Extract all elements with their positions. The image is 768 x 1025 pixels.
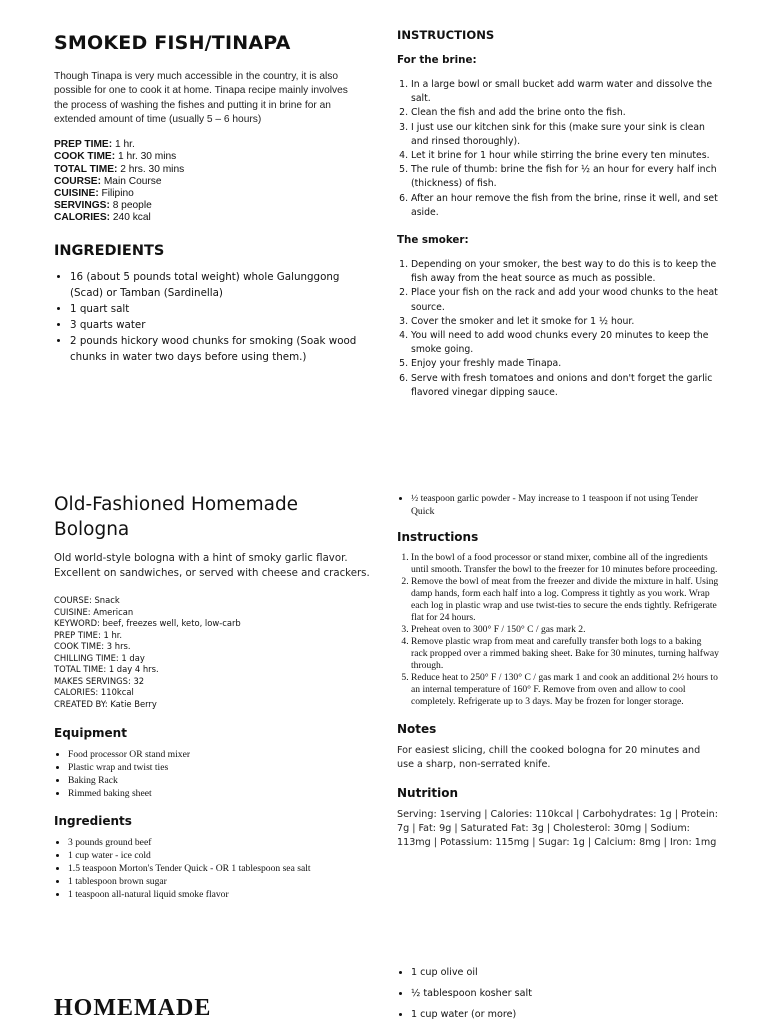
tinapa-meta: [54, 139, 364, 224]
list-item: • 16 (about 5 pounds total weight) whole Galunggong (Scad) or Tamban (Sardinella): [70, 269, 364, 301]
meta-row: MAKES SERVINGS: 32: [54, 675, 145, 686]
meta-row: [54, 151, 364, 163]
meta-row: TOTAL TIME: 1 day 4 hrs.: [54, 664, 159, 674]
meta-row: [54, 212, 364, 224]
list-item: 1. In the bowl of a food processor or stand mixer, combine all of the ingredients until smooth. Transfer the bowl to the freezer for 10 minutes before proceeding.: [411, 552, 719, 576]
meta-row: CREATED BY: Katie Berry: [54, 698, 157, 709]
bologna-ingredients-heading: Ingredients: [54, 814, 132, 828]
list-item: 5. Enjoy your freshly made Tinapa.: [411, 357, 719, 371]
meta-label: COURSE:: [54, 175, 101, 187]
list-item: • 1 cup olive oil: [411, 962, 719, 983]
meta-value: 2 hrs. 30 mins: [117, 163, 185, 175]
list-item: 4. Let it brine for 1 hour while stirring the brine every ten minutes.: [411, 149, 719, 163]
list-item: 5. The rule of thumb: brine the fish for ½ an hour for every half inch (thickness) of fish.: [411, 163, 719, 191]
list-item: 3. Preheat oven to 300° F / 150° C / gas mark 2.: [411, 624, 719, 636]
meta-value: 8 people: [109, 200, 152, 212]
list-item: • 1 cup water (or more): [411, 1004, 719, 1025]
list-item: 2. Place your fish on the rack and add your wood chunks to the heat source.: [411, 286, 719, 314]
homemade-ingredients-list: [397, 962, 719, 1025]
equipment-heading: Equipment: [54, 726, 127, 740]
list-item: 3. Cover the smoker and let it smoke for 1 ½ hour.: [411, 315, 719, 329]
tinapa-intro: Though Tinapa is very much accessible in the country, it is also possible for one to cook it at home. Tinapa recipe mainly involves the process of washing the fishes and putting it in brine for an extended amount of time (usually 5 – 6 hours): [54, 71, 348, 125]
meta-row: COURSE: Snack: [54, 595, 120, 605]
meta-value: Filipino: [98, 188, 134, 199]
homemade-ingredients: [397, 962, 719, 1025]
list-item: • 2 pounds hickory wood chunks for smoking (Soak wood chunks in water two days before using them.): [70, 333, 364, 365]
list-item: 1. Depending on your smoker, the best way to do this is to keep the fish away from the heat source as much as possible.: [411, 258, 719, 286]
meta-row: [54, 139, 364, 151]
bologna-instructions: [397, 492, 719, 864]
list-item: • 1.5 teaspoon Morton's Tender Quick - OR 1 tablespoon sea salt: [68, 862, 370, 875]
brine-steps: [397, 78, 719, 220]
meta-label: PREP TIME:: [54, 139, 113, 151]
list-item: • 1 teaspoon all-natural liquid smoke flavor: [68, 888, 370, 901]
meta-row: [54, 176, 364, 188]
list-item: 6. Serve with fresh tomatoes and onions and don't forget the garlic flavored vinegar dipping sauce.: [411, 372, 719, 400]
notes-heading: Notes: [397, 722, 437, 736]
meta-label: CUISINE:: [54, 188, 99, 199]
list-item: • 1 cup water - ice cold: [68, 849, 370, 862]
smoker-steps: [397, 258, 719, 400]
homemade-title: HOMEMADE: [54, 995, 212, 1021]
bologna-overview: [54, 492, 370, 915]
meta-value: 1 hr. 30 mins: [115, 151, 177, 163]
nutrition-heading: Nutrition: [397, 786, 458, 800]
tinapa-instructions-heading: INSTRUCTIONS: [397, 28, 495, 42]
meta-row: CHILLING TIME: 1 day: [54, 652, 145, 663]
equipment-list: [54, 748, 370, 800]
tinapa-title: SMOKED FISH/TINAPA: [54, 32, 291, 54]
bologna-intro: Old world-style bologna with a hint of smoky garlic flavor. Excellent on sandwiches, or served with cheese and crackers.: [54, 553, 370, 579]
list-item: • 1 quart salt: [70, 301, 364, 317]
meta-row: [54, 200, 364, 212]
list-item: 2. Remove the bowl of meat from the freezer and divide the mixture in half. Using damp hands, form each half into a log. Compress it tightly as you work. Wrap each log in plastic wrap and use twist-ties to secure the ends tightly. Refrigerate flat for 24 hours.: [411, 576, 719, 624]
tinapa-ingredients-heading: INGREDIENTS: [54, 242, 165, 259]
bologna-instructions-heading: Instructions: [397, 530, 479, 544]
meta-label: SERVINGS:: [54, 200, 110, 212]
list-item: 1. In a large bowl or small bucket add warm water and dissolve the salt.: [411, 78, 719, 106]
list-item: • Baking Rack: [68, 774, 370, 787]
list-item: 6. After an hour remove the fish from the brine, rinse it well, and set aside.: [411, 192, 719, 220]
bologna-meta: [54, 595, 370, 710]
nutrition-text: Serving: 1serving | Calories: 110kcal | Carbohydrates: 1g | Protein: 7g | Fat: 9g | Saturated Fat: 3g | Cholesterol: 30mg | Sodium: 113mg | Potassium: 115mg | Sugar: 1g | Calcium: 8mg | Iron: 1mg: [397, 809, 718, 848]
homemade-section: [54, 995, 370, 1022]
list-item: • Plastic wrap and twist ties: [68, 761, 370, 774]
list-item: 2. Clean the fish and add the brine onto the fish.: [411, 106, 719, 120]
list-item: 4. You will need to add wood chunks every 20 minutes to keep the smoke going.: [411, 329, 719, 357]
list-item: • 3 pounds ground beef: [68, 836, 370, 849]
list-item: • 3 quarts water: [70, 317, 364, 333]
list-item: • ½ teaspoon garlic powder - May increase to 1 teaspoon if not using Tender Quick: [411, 492, 719, 518]
tinapa-ingredients-list: [54, 269, 364, 365]
list-item: • Food processor OR stand mixer: [68, 748, 370, 761]
meta-row: CALORIES: 110kcal: [54, 687, 134, 697]
smoker-heading: The smoker:: [397, 234, 469, 247]
list-item: • Rimmed baking sheet: [68, 787, 370, 800]
meta-row: COOK TIME: 3 hrs.: [54, 641, 131, 651]
list-item: 3. I just use our kitchen sink for this (make sure your sink is clean and rinsed thoroughly).: [411, 121, 719, 149]
meta-row: PREP TIME: 1 hr.: [54, 629, 123, 640]
list-item: 4. Remove plastic wrap from meat and carefully transfer both logs to a baking rack propped over a rimmed baking sheet. Bake for 30 minutes, turning halfway through.: [411, 636, 719, 672]
brine-heading: For the brine:: [397, 54, 477, 66]
tinapa-instructions: [397, 28, 719, 414]
meta-row: KEYWORD: beef, freezes well, keto, low-carb: [54, 618, 241, 628]
bologna-ingredients-list: [54, 836, 370, 901]
meta-label: COOK TIME:: [54, 151, 116, 163]
meta-label: TOTAL TIME:: [54, 163, 118, 175]
bologna-title: Old-Fashioned Homemade Bologna: [54, 494, 299, 540]
meta-row: CUISINE: American: [54, 606, 134, 617]
list-item: • 1 tablespoon brown sugar: [68, 875, 370, 888]
list-item: • ½ tablespoon kosher salt: [411, 983, 719, 1004]
meta-row: [54, 188, 364, 200]
bologna-ingredients-continued: [397, 492, 719, 518]
tinapa-overview: [54, 28, 364, 365]
list-item: 5. Reduce heat to 250° F / 130° C / gas mark 1 and cook an additional 2½ hours to an internal temperature of 160° F. Remove from oven and allow to cool completely. Refrigerate up to 3 days. May be frozen for longer storage.: [411, 672, 719, 708]
meta-value: Main Course: [100, 175, 162, 187]
meta-value: 240 kcal: [110, 212, 151, 224]
bologna-steps: [397, 552, 719, 708]
notes-text: For easiest slicing, chill the cooked bologna for 20 minutes and use a sharp, non-serrated knife.: [397, 745, 701, 770]
meta-value: 1 hr.: [112, 139, 135, 151]
meta-row: [54, 164, 364, 176]
meta-label: CALORIES:: [54, 212, 111, 224]
